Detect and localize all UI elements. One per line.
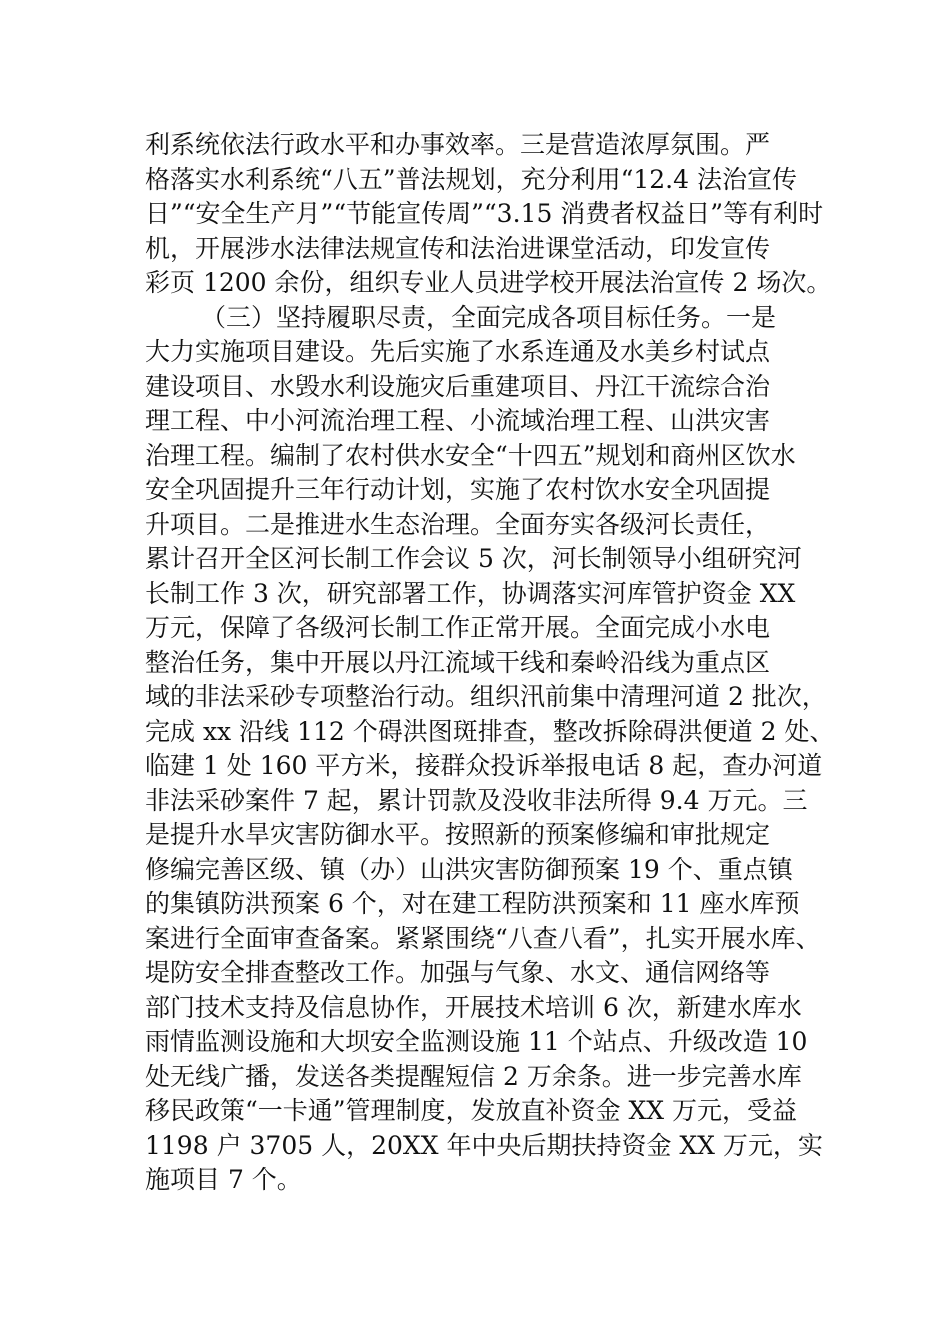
text-line: 是提升水旱灾害防御水平。按照新的预案修编和审批规定 (145, 820, 771, 849)
text-line: 日”“安全生产月”“节能宣传周”“3.15 消费者权益日”等有利时 (145, 199, 824, 228)
text-line: 利系统依法行政水平和办事效率。三是营造浓厚氛围。严 (145, 130, 771, 159)
text-line: 累计召开全区河长制工作会议 5 次，河长制领导小组研究河 (145, 544, 802, 573)
text-line: 处无线广播，发送各类提醒短信 2 万余条。进一步完善水库 (145, 1061, 802, 1091)
text-line: 整治任务，集中开展以丹江流域干线和秦岭沿线为重点区 (145, 647, 771, 677)
text-line: 安全巩固提升三年行动计划，实施了农村饮水安全巩固提 (145, 475, 771, 504)
text-line: 建设项目、水毁水利设施灾后重建项目、丹江干流综合治 (145, 371, 771, 401)
text-line: 万元，保障了各级河长制工作正常开展。全面完成小水电 (145, 613, 771, 642)
text-line: 机，开展涉水法律法规宣传和法治进课堂活动，印发宣传 (145, 233, 771, 263)
text-line: 长制工作 3 次，研究部署工作，协调落实河库管护资金 XX (145, 578, 796, 608)
text-line: 治理工程。编制了农村供水安全“十四五”规划和商州区饮水 (145, 440, 796, 470)
text-line: 的集镇防洪预案 6 个，对在建工程防洪预案和 11 座水库预 (145, 889, 800, 918)
text-line: 部门技术支持及信息协作，开展技术培训 6 次，新建水库水 (145, 992, 802, 1022)
text-line: 非法采砂案件 7 起，累计罚款及没收非法所得 9.4 万元。三 (145, 785, 808, 815)
text-line: 域的非法采砂专项整治行动。组织汛前集中清理河道 2 批次， (145, 682, 827, 711)
text-line: 堤防安全排查整改工作。加强与气象、水文、通信网络等 (145, 958, 771, 987)
text-line: 升项目。二是推进水生态治理。全面夯实各级河长责任， (145, 509, 771, 539)
text-line: 案进行全面审查备案。紧紧围绕“八查八看”，扎实开展水库、 (145, 923, 821, 953)
text-line: 彩页 1200 余份，组织专业人员进学校开展法治宣传 2 场次。 (145, 268, 832, 297)
text-line: 大力实施项目建设。先后实施了水系连通及水美乡村试点 (145, 337, 771, 366)
text-line: 修编完善区级、镇（办）山洪灾害防御预案 19 个、重点镇 (145, 854, 793, 884)
text-line: 1198 户 3705 人，20XX 年中央后期扶持资金 XX 万元，实 (145, 1130, 823, 1160)
body-text (145, 128, 835, 1198)
text-line: 移民政策“一卡通”管理制度，发放直补资金 XX 万元，受益 (145, 1096, 798, 1125)
text-line: 理工程、中小河流治理工程、小流域治理工程、山洪灾害 (145, 406, 771, 435)
text-line: 施项目 7 个。 (145, 1165, 302, 1194)
text-line: 完成 xx 沿线 112 个碍洪图斑排查，整改拆除碍洪便道 2 处、 (145, 716, 835, 746)
text-line: 雨情监测设施和大坝安全监测设施 11 个站点、升级改造 10 (145, 1027, 808, 1056)
text-line: 临建 1 处 160 平方米，接群众投诉举报电话 8 起，查办河道 (145, 751, 823, 780)
text-line: 格落实水利系统“八五”普法规划，充分利用“12.4 法治宣传 (145, 164, 797, 194)
section-heading-line: （三）坚持履职尽责，全面完成各项目标任务。一是 (201, 302, 777, 332)
